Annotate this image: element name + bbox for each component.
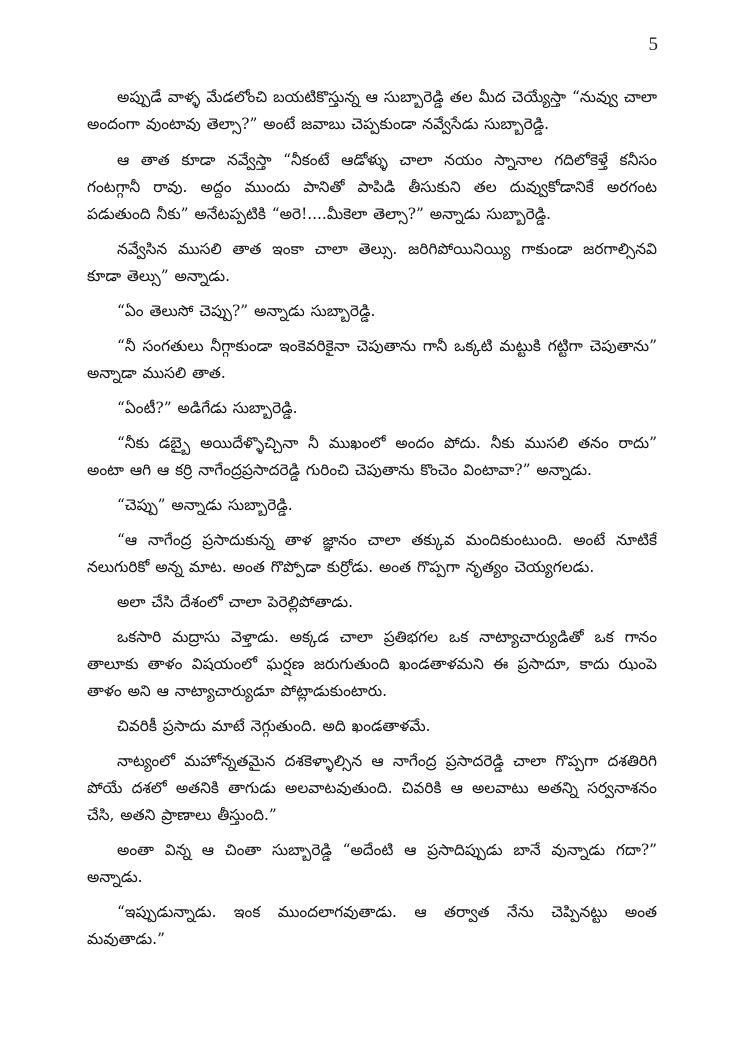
- paragraph: “చెప్పు” అన్నాడు సుబ్బారెడ్డి.: [117, 496, 293, 514]
- page-number: 5: [648, 34, 658, 55]
- paragraph: “ఏం తెలుసో చెప్పు?” అన్నాడు సుబ్బారెడ్డి.: [117, 302, 376, 320]
- paragraph: “నీ సంగతులు నీగ్గాకుండా ఇంకెవరికైనా చెపుతాను గానీ ఒక్కటి మట్టుకి గట్టిగా చెపుతాను” అన్నాడా ముసలి తాత.: [87, 337, 657, 382]
- paragraph: “నీకు డబ్బై అయిదేళ్ళొచ్చినా నీ ముఖంలో అందం పోదు. నీకు ముసలి తనం రాదు” అంటా ఆగి ఆ కర్రి నాగేంద్రప్రసాదరెడ్డి గురించి చెపుతాను కొంచెం వింటావా?” అన్నాడు.: [87, 434, 657, 479]
- paragraph: “ఏంటీ?” అడిగేడు సుబ్బారెడ్డి.: [117, 399, 298, 417]
- paragraph: నాట్యంలో మహోన్నతమైన దశకెళ్ళాల్సిన ఆ నాగేంద్ర ప్రసాదరెడ్డి చాలా గొప్పగా దశతిరిగి పోయే దశలో అతనికి తాగుడు అలవాటవుతుంది. చివరికి ఆ అలవాటు అతన్ని సర్వనాశనం చేసి, అతని ప్రాణాలు తీస్తుంది.”: [87, 752, 657, 824]
- paragraph: “ఆ నాగేంద్ర ప్రసాదుకున్న తాళ జ్ఞానం చాలా తక్కువ మందికుంటుంది. అంటే నూటికే నలుగురికో అన్న మాట. అంత గొప్పోడా కుర్రోడు. అంత గొప్పగా నృత్యం చెయ్యగలడు.: [87, 531, 657, 576]
- page-body: [87, 84, 657, 961]
- paragraph: అప్పుడే వాళ్ళ మేడలోంచి బయటికొస్తున్న ఆ సుబ్బారెడ్డి తల మీద చెయ్యేస్తా “నువ్వు చాలా అందంగా వుంటావు తెల్సా?” అంటే జవాబు చెప్పకుండా నవ్వేసేడు సుబ్బారెడ్డి.: [87, 88, 657, 133]
- paragraph: అలా చేసి దేశంలో చాలా పెరెల్లిపోతాడు.: [117, 593, 354, 611]
- paragraph: చివరికీ ప్రసాదు మాటే నెగ్గుతుంది. అది ఖండతాళమే.: [117, 717, 431, 735]
- paragraph: అంతా విన్న ఆ చింతా సుబ్బారెడ్డి “అదేంటి ఆ ప్రసాదిప్పుడు బానే వున్నాడు గదా?” అన్నాడు.: [87, 841, 657, 886]
- paragraph: నవ్వేసిన ముసలి తాత ఇంకా చాలా తెల్సు. జరిగిపోయినియ్యి గాకుండా జరగాల్సినవి కూడా తెల్సు” అన్నాడు.: [87, 240, 657, 285]
- paragraph: ఆ తాత కూడా నవ్వేస్తా “నీకంటే ఆడోళ్ళు చాలా నయం స్నానాల గదిలోకెళ్తే కనీసం గంటగ్గానీ రావు. అద్దం ముందు పానితో పాపిడి తీసుకుని తల దువ్వుకోడానికే అరగంట పడుతుంది నీకు” అనేటప్పటికి “అరె!....మీకెలా తెల్సా?” అన్నాడు సుబ్బారెడ్డి.: [87, 151, 657, 223]
- paragraph: “ఇప్పుడున్నాడు. ఇంక ముందలాగవుతాడు. ఆ తర్వాత నేను చెప్పినట్టు అంత మవుతాడు.”: [87, 903, 657, 948]
- paragraph: ఒకసారి మద్రాసు వెళ్తాడు. అక్కడ చాలా ప్రతిభగల ఒక నాట్యాచార్యుడితో ఒక గానం తాలూకు తాళం విషయంలో ఘర్షణ జరుగుతుంది ఖండతాళమని ఈ ప్రసాదూ, కాదు ఝంపె తాళం అని ఆ నాట్యాచార్యుడూ పోట్లాడుకుంటారు.: [87, 628, 657, 700]
